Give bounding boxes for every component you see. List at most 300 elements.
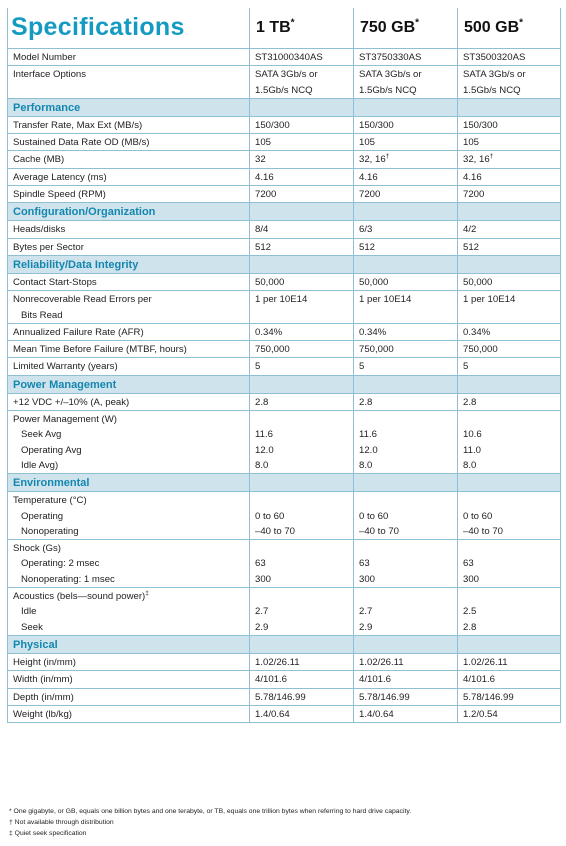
- value-line: [463, 152, 555, 167]
- value-text: 1.02/26.11: [255, 656, 300, 668]
- value-line: [255, 187, 348, 202]
- value-line: [255, 67, 348, 82]
- spec-label-text: [13, 135, 244, 150]
- section-blank-cell: [250, 474, 354, 492]
- value-line: [359, 458, 452, 473]
- spec-value-1tb: [250, 393, 354, 410]
- footnote-mark: †: [385, 153, 390, 161]
- spec-value-1tb: [250, 671, 354, 688]
- value-text: 50,000: [359, 276, 389, 288]
- spec-value-1tb: [250, 221, 354, 238]
- value-text: 2.8: [359, 396, 373, 408]
- footnotes: [9, 806, 559, 839]
- value-line: [463, 427, 555, 442]
- value-line: [255, 589, 348, 604]
- value-text: 2.8: [255, 396, 269, 408]
- spec-value-750gb: [354, 411, 458, 474]
- section-blank-cell: [250, 203, 354, 221]
- spec-row-transfer-rate-max-ext-mb-s: [8, 116, 561, 133]
- label-text: Bits Read: [21, 309, 63, 321]
- label-text: Sustained Data Rate OD (MB/s): [13, 137, 150, 149]
- spec-label-text: [13, 275, 244, 290]
- spec-value-1tb: [250, 238, 354, 255]
- spec-value-750gb: [354, 341, 458, 358]
- spec-value-750gb: [354, 116, 458, 133]
- section-blank-cell: [354, 203, 458, 221]
- value-text: 4/2: [463, 224, 477, 236]
- value-line: [255, 672, 348, 687]
- spec-row-spindle-speed-rpm: [8, 186, 561, 203]
- value-line: [463, 672, 555, 687]
- value-text: ST3500320AS: [463, 52, 526, 63]
- label-text: +12 VDC +/–10% (A, peak): [13, 396, 130, 408]
- spec-label-text: [13, 240, 244, 255]
- spec-label-text: [13, 493, 244, 508]
- value-line: [463, 707, 555, 722]
- value-text: 1 per 10E14: [255, 294, 308, 306]
- spec-value-1tb: [250, 49, 354, 66]
- value-line: [359, 672, 452, 687]
- value-line: [255, 690, 348, 705]
- value-line: [359, 325, 452, 340]
- value-line: [255, 412, 348, 427]
- label-text: Heads/disks: [13, 224, 66, 236]
- capacity-header-1tb: 1 TB*: [250, 8, 354, 49]
- spec-value-500gb: [458, 238, 561, 255]
- spec-value-1tb: [250, 168, 354, 185]
- spec-label-text: [13, 152, 244, 167]
- label-text: Height (in/mm): [13, 656, 76, 668]
- section-blank-cell: [250, 375, 354, 393]
- value-text: –40 to 70: [359, 525, 400, 537]
- spec-label: [8, 238, 250, 255]
- value-line: [359, 443, 452, 458]
- spec-value-500gb: [458, 66, 561, 99]
- spec-label-text: [13, 292, 244, 307]
- spec-value-500gb: [458, 358, 561, 375]
- spec-label: [8, 341, 250, 358]
- value-text: 12.0: [359, 444, 378, 456]
- value-text: 0 to 60: [255, 510, 285, 522]
- value-text: 2.9: [255, 621, 269, 633]
- spec-label: [8, 221, 250, 238]
- spec-label-text: [13, 50, 244, 65]
- label-text: Nonoperating: [21, 525, 79, 537]
- spec-value-500gb: [458, 168, 561, 185]
- value-line: [463, 395, 555, 410]
- value-text: 1.2/0.54: [463, 708, 498, 720]
- spec-label-text: [13, 170, 244, 185]
- section-blank-cell: [458, 255, 561, 273]
- section-blank-cell: [354, 98, 458, 116]
- section-title: Reliability/Data Integrity: [8, 255, 250, 273]
- label-text: Operating: [21, 510, 64, 522]
- value-text: ST3750330AS: [359, 52, 422, 63]
- value-text: 5: [255, 361, 261, 373]
- value-text: 4/101.6: [255, 674, 288, 686]
- value-text: 300: [255, 573, 272, 585]
- value-line: [463, 572, 555, 587]
- spec-value-500gb: [458, 49, 561, 66]
- value-line: [463, 292, 555, 307]
- value-text: 512: [463, 241, 480, 253]
- section-blank-cell: [250, 255, 354, 273]
- value-text: 32, 16: [463, 154, 490, 166]
- label-text: Idle Avg): [21, 459, 59, 471]
- value-line: [463, 187, 555, 202]
- spec-value-750gb: [354, 151, 458, 168]
- value-line: [359, 275, 452, 290]
- spec-row-cache-mb: [8, 151, 561, 168]
- spec-label-text: [13, 67, 244, 82]
- section-title: Performance: [8, 98, 250, 116]
- value-line: [255, 458, 348, 473]
- spec-label: [8, 540, 250, 588]
- spec-value-500gb: [458, 341, 561, 358]
- value-text: 300: [359, 573, 376, 585]
- value-line: [463, 493, 555, 508]
- value-line: [359, 50, 452, 65]
- spec-value-1tb: [250, 705, 354, 722]
- footnote-mark: †: [489, 153, 494, 161]
- spec-row-contact-start-stops: [8, 273, 561, 290]
- value-text: 105: [359, 137, 376, 149]
- spec-label-text: [13, 412, 244, 427]
- value-line: [463, 541, 555, 556]
- value-text: 5.78/146.99: [359, 691, 410, 703]
- label-text: Limited Warranty (years): [13, 361, 118, 373]
- value-text: 4.16: [359, 171, 378, 183]
- value-text: 7200: [463, 189, 485, 201]
- spec-label: [8, 168, 250, 185]
- value-text: 2.9: [359, 621, 373, 633]
- section-title: Configuration/Organization: [8, 203, 250, 221]
- spec-value-1tb: [250, 186, 354, 203]
- value-line: [463, 524, 555, 539]
- spec-label: [8, 323, 250, 340]
- value-line: [255, 427, 348, 442]
- label-text: Bytes per Sector: [13, 241, 84, 253]
- value-text: 0.34%: [255, 326, 283, 338]
- spec-value-500gb: [458, 221, 561, 238]
- label-text: Power Management (W): [13, 414, 117, 426]
- spec-label: [8, 49, 250, 66]
- value-text: 4/101.6: [359, 674, 392, 686]
- spec-value-750gb: [354, 393, 458, 410]
- value-line: [463, 325, 555, 340]
- section-blank-cell: [458, 98, 561, 116]
- spec-row-depth-in-mm: [8, 688, 561, 705]
- value-line: [463, 83, 555, 98]
- spec-row-12-vdc-10-a-peak: [8, 393, 561, 410]
- value-line: [359, 572, 452, 587]
- spec-value-500gb: [458, 273, 561, 290]
- value-text: 11.6: [359, 429, 377, 441]
- label-text: Contact Start-Stops: [13, 276, 97, 288]
- value-text: 5.78/146.99: [463, 691, 514, 703]
- spec-label: [8, 116, 250, 133]
- section-title: Power Management: [8, 375, 250, 393]
- value-text: 150/300: [463, 119, 498, 131]
- value-line: [359, 67, 452, 82]
- spec-value-500gb: [458, 688, 561, 705]
- spec-value-1tb: [250, 492, 354, 540]
- value-line: [463, 412, 555, 427]
- spec-value-750gb: [354, 540, 458, 588]
- value-line: [359, 690, 452, 705]
- section-blank-cell: [458, 203, 561, 221]
- value-line: [359, 83, 452, 98]
- value-text: 63: [463, 558, 474, 570]
- spec-label: [8, 588, 250, 636]
- spec-value-750gb: [354, 705, 458, 722]
- value-text: 1 per 10E14: [359, 294, 412, 306]
- value-text: ST31000340AS: [255, 52, 323, 63]
- spec-sublabel-text: [13, 443, 244, 458]
- value-text: 8/4: [255, 224, 269, 236]
- value-line: [359, 292, 452, 307]
- value-text: 750,000: [463, 344, 498, 356]
- value-line: [359, 118, 452, 133]
- spec-value-500gb: [458, 411, 561, 474]
- label-text: Operating: 2 msec: [21, 558, 100, 570]
- spec-value-1tb: [250, 151, 354, 168]
- footnote-mark: ‡: [145, 589, 149, 597]
- value-line: [255, 135, 348, 150]
- value-line: [255, 541, 348, 556]
- spec-value-500gb: [458, 540, 561, 588]
- value-line: [255, 604, 348, 619]
- spec-value-750gb: [354, 323, 458, 340]
- spec-row-nonrecoverable-read-errors-per: [8, 291, 561, 324]
- value-text: 8.0: [255, 459, 269, 471]
- value-text: 0.34%: [359, 326, 387, 338]
- value-text: 1.02/26.11: [359, 656, 404, 668]
- label-text: Annualized Failure Rate (AFR): [13, 326, 144, 338]
- value-text: 2.7: [359, 606, 373, 618]
- footnote-quiet-seek: ‡ Quiet seek specification: [9, 830, 87, 837]
- label-text: Average Latency (ms): [13, 171, 107, 183]
- value-line: [463, 170, 555, 185]
- value-text: 0.34%: [463, 326, 491, 338]
- value-text: 0 to 60: [463, 510, 493, 522]
- spec-label: [8, 411, 250, 474]
- label-text: Nonrecoverable Read Errors per: [13, 294, 152, 306]
- label-text: Width (in/mm): [13, 674, 73, 686]
- spec-label-text: [13, 672, 244, 687]
- section-blank-cell: [250, 98, 354, 116]
- spec-value-1tb: [250, 341, 354, 358]
- spec-row-weight-lb-kg: [8, 705, 561, 722]
- page-title: Specifications: [8, 8, 250, 49]
- spec-label: [8, 358, 250, 375]
- value-line: [463, 275, 555, 290]
- value-text: 10.6: [463, 429, 482, 441]
- section-header-physical: [8, 635, 561, 653]
- value-line: [359, 620, 452, 635]
- spec-value-1tb: [250, 688, 354, 705]
- value-text: 4/101.6: [463, 674, 496, 686]
- value-line: [463, 604, 555, 619]
- spec-row-bytes-per-sector: [8, 238, 561, 255]
- value-line: [359, 240, 452, 255]
- value-text: 2.7: [255, 606, 269, 618]
- value-line: [463, 655, 555, 670]
- spec-value-500gb: [458, 116, 561, 133]
- value-line: [359, 541, 452, 556]
- spec-label-text: [13, 655, 244, 670]
- value-text: 1.02/26.11: [463, 656, 508, 668]
- value-line: [255, 524, 348, 539]
- value-line: [255, 240, 348, 255]
- section-title: Physical: [8, 635, 250, 653]
- value-text: 5: [359, 361, 365, 373]
- value-text: 8.0: [359, 459, 373, 471]
- value-text: SATA 3Gb/s or: [463, 69, 526, 81]
- value-text: –40 to 70: [463, 525, 504, 537]
- section-header-configuration-organization: [8, 203, 561, 221]
- spec-value-1tb: [250, 134, 354, 151]
- spec-label-text: [13, 589, 244, 604]
- value-line: [359, 509, 452, 524]
- value-line: [359, 707, 452, 722]
- spec-row-acoustics-bels-sound-power: [8, 588, 561, 636]
- spec-value-500gb: [458, 291, 561, 324]
- capacity-header-750gb: 750 GB*: [354, 8, 458, 49]
- value-text: 4.16: [255, 171, 274, 183]
- spec-value-500gb: [458, 705, 561, 722]
- specifications-table: [7, 8, 561, 723]
- spec-value-1tb: [250, 273, 354, 290]
- spec-value-500gb: [458, 134, 561, 151]
- spec-value-500gb: [458, 492, 561, 540]
- spec-label: [8, 492, 250, 540]
- value-line: [463, 240, 555, 255]
- value-line: [359, 187, 452, 202]
- value-text: 750,000: [255, 344, 290, 356]
- section-blank-cell: [354, 635, 458, 653]
- value-line: [359, 170, 452, 185]
- value-text: 50,000: [463, 276, 493, 288]
- spec-label: [8, 688, 250, 705]
- section-blank-cell: [354, 375, 458, 393]
- spec-sublabel-text: [13, 572, 244, 587]
- spec-value-1tb: [250, 66, 354, 99]
- value-line: [255, 170, 348, 185]
- value-line: [359, 152, 452, 167]
- label-text: Seek: [21, 621, 43, 633]
- value-text: 150/300: [255, 119, 290, 131]
- spec-sublabel-text: [13, 604, 244, 619]
- spec-label-text: [13, 222, 244, 237]
- spec-sublabel-text: [13, 427, 244, 442]
- value-line: [463, 118, 555, 133]
- spec-label-text: [13, 187, 244, 202]
- value-line: [255, 118, 348, 133]
- section-header-reliability-data-integrity: [8, 255, 561, 273]
- value-text: SATA 3Gb/s or: [255, 69, 318, 81]
- value-text: 512: [255, 241, 272, 253]
- value-text: 1.5Gb/s NCQ: [255, 84, 313, 96]
- spec-value-1tb: [250, 653, 354, 670]
- value-line: [255, 707, 348, 722]
- value-text: 2.5: [463, 606, 477, 618]
- value-text: 11.0: [463, 444, 481, 456]
- spec-value-750gb: [354, 238, 458, 255]
- footnote-distribution: † Not available through distribution: [9, 819, 114, 826]
- spec-value-750gb: [354, 134, 458, 151]
- value-line: [255, 395, 348, 410]
- spec-label-text: [13, 707, 244, 722]
- value-line: [463, 443, 555, 458]
- spec-row-limited-warranty-years: [8, 358, 561, 375]
- value-line: [463, 690, 555, 705]
- spec-sublabel-text: [13, 458, 244, 473]
- value-text: 2.8: [463, 396, 477, 408]
- spec-label: [8, 186, 250, 203]
- label-text: Transfer Rate, Max Ext (MB/s): [13, 119, 143, 131]
- value-text: 7200: [255, 189, 277, 201]
- label-text: Nonoperating: 1 msec: [21, 573, 115, 585]
- value-text: 105: [463, 137, 480, 149]
- spec-value-750gb: [354, 168, 458, 185]
- value-text: 4.16: [463, 171, 482, 183]
- spec-label: [8, 273, 250, 290]
- value-line: [463, 67, 555, 82]
- spec-value-1tb: [250, 323, 354, 340]
- spec-value-1tb: [250, 588, 354, 636]
- spec-label-text: [13, 541, 244, 556]
- value-text: 63: [255, 558, 266, 570]
- spec-label-text: [13, 690, 244, 705]
- value-text: 1.4/0.64: [359, 708, 394, 720]
- spec-value-750gb: [354, 588, 458, 636]
- spec-row-interface-options: [8, 66, 561, 99]
- value-text: 11.6: [255, 429, 273, 441]
- section-header-performance: [8, 98, 561, 116]
- value-text: 8.0: [463, 459, 477, 471]
- section-title: Environmental: [8, 474, 250, 492]
- spec-sublabel-text: [13, 509, 244, 524]
- section-blank-cell: [458, 474, 561, 492]
- label-text: Model Number: [13, 52, 76, 63]
- spec-sublabel-text: [13, 524, 244, 539]
- label-text: Depth (in/mm): [13, 691, 74, 703]
- value-line: [463, 589, 555, 604]
- section-header-power-management: [8, 375, 561, 393]
- value-text: 7200: [359, 189, 381, 201]
- section-blank-cell: [354, 255, 458, 273]
- spec-label-text: [13, 359, 244, 374]
- spec-value-1tb: [250, 540, 354, 588]
- spec-value-750gb: [354, 186, 458, 203]
- spec-sublabel-text: [13, 308, 244, 323]
- header-row: [8, 8, 561, 49]
- spec-row-shock-gs: [8, 540, 561, 588]
- label-text: Weight (lb/kg): [13, 708, 73, 720]
- spec-sublabel-text: [13, 620, 244, 635]
- spec-value-750gb: [354, 49, 458, 66]
- spec-value-1tb: [250, 411, 354, 474]
- label-text: Temperature (°C): [13, 495, 87, 507]
- spec-label-text: [13, 342, 244, 357]
- spec-label: [8, 291, 250, 324]
- spec-sublabel-text: [13, 556, 244, 571]
- spec-label-text: [13, 118, 244, 133]
- label-text: Spindle Speed (RPM): [13, 189, 106, 201]
- value-line: [463, 620, 555, 635]
- value-text: 2.8: [463, 621, 477, 633]
